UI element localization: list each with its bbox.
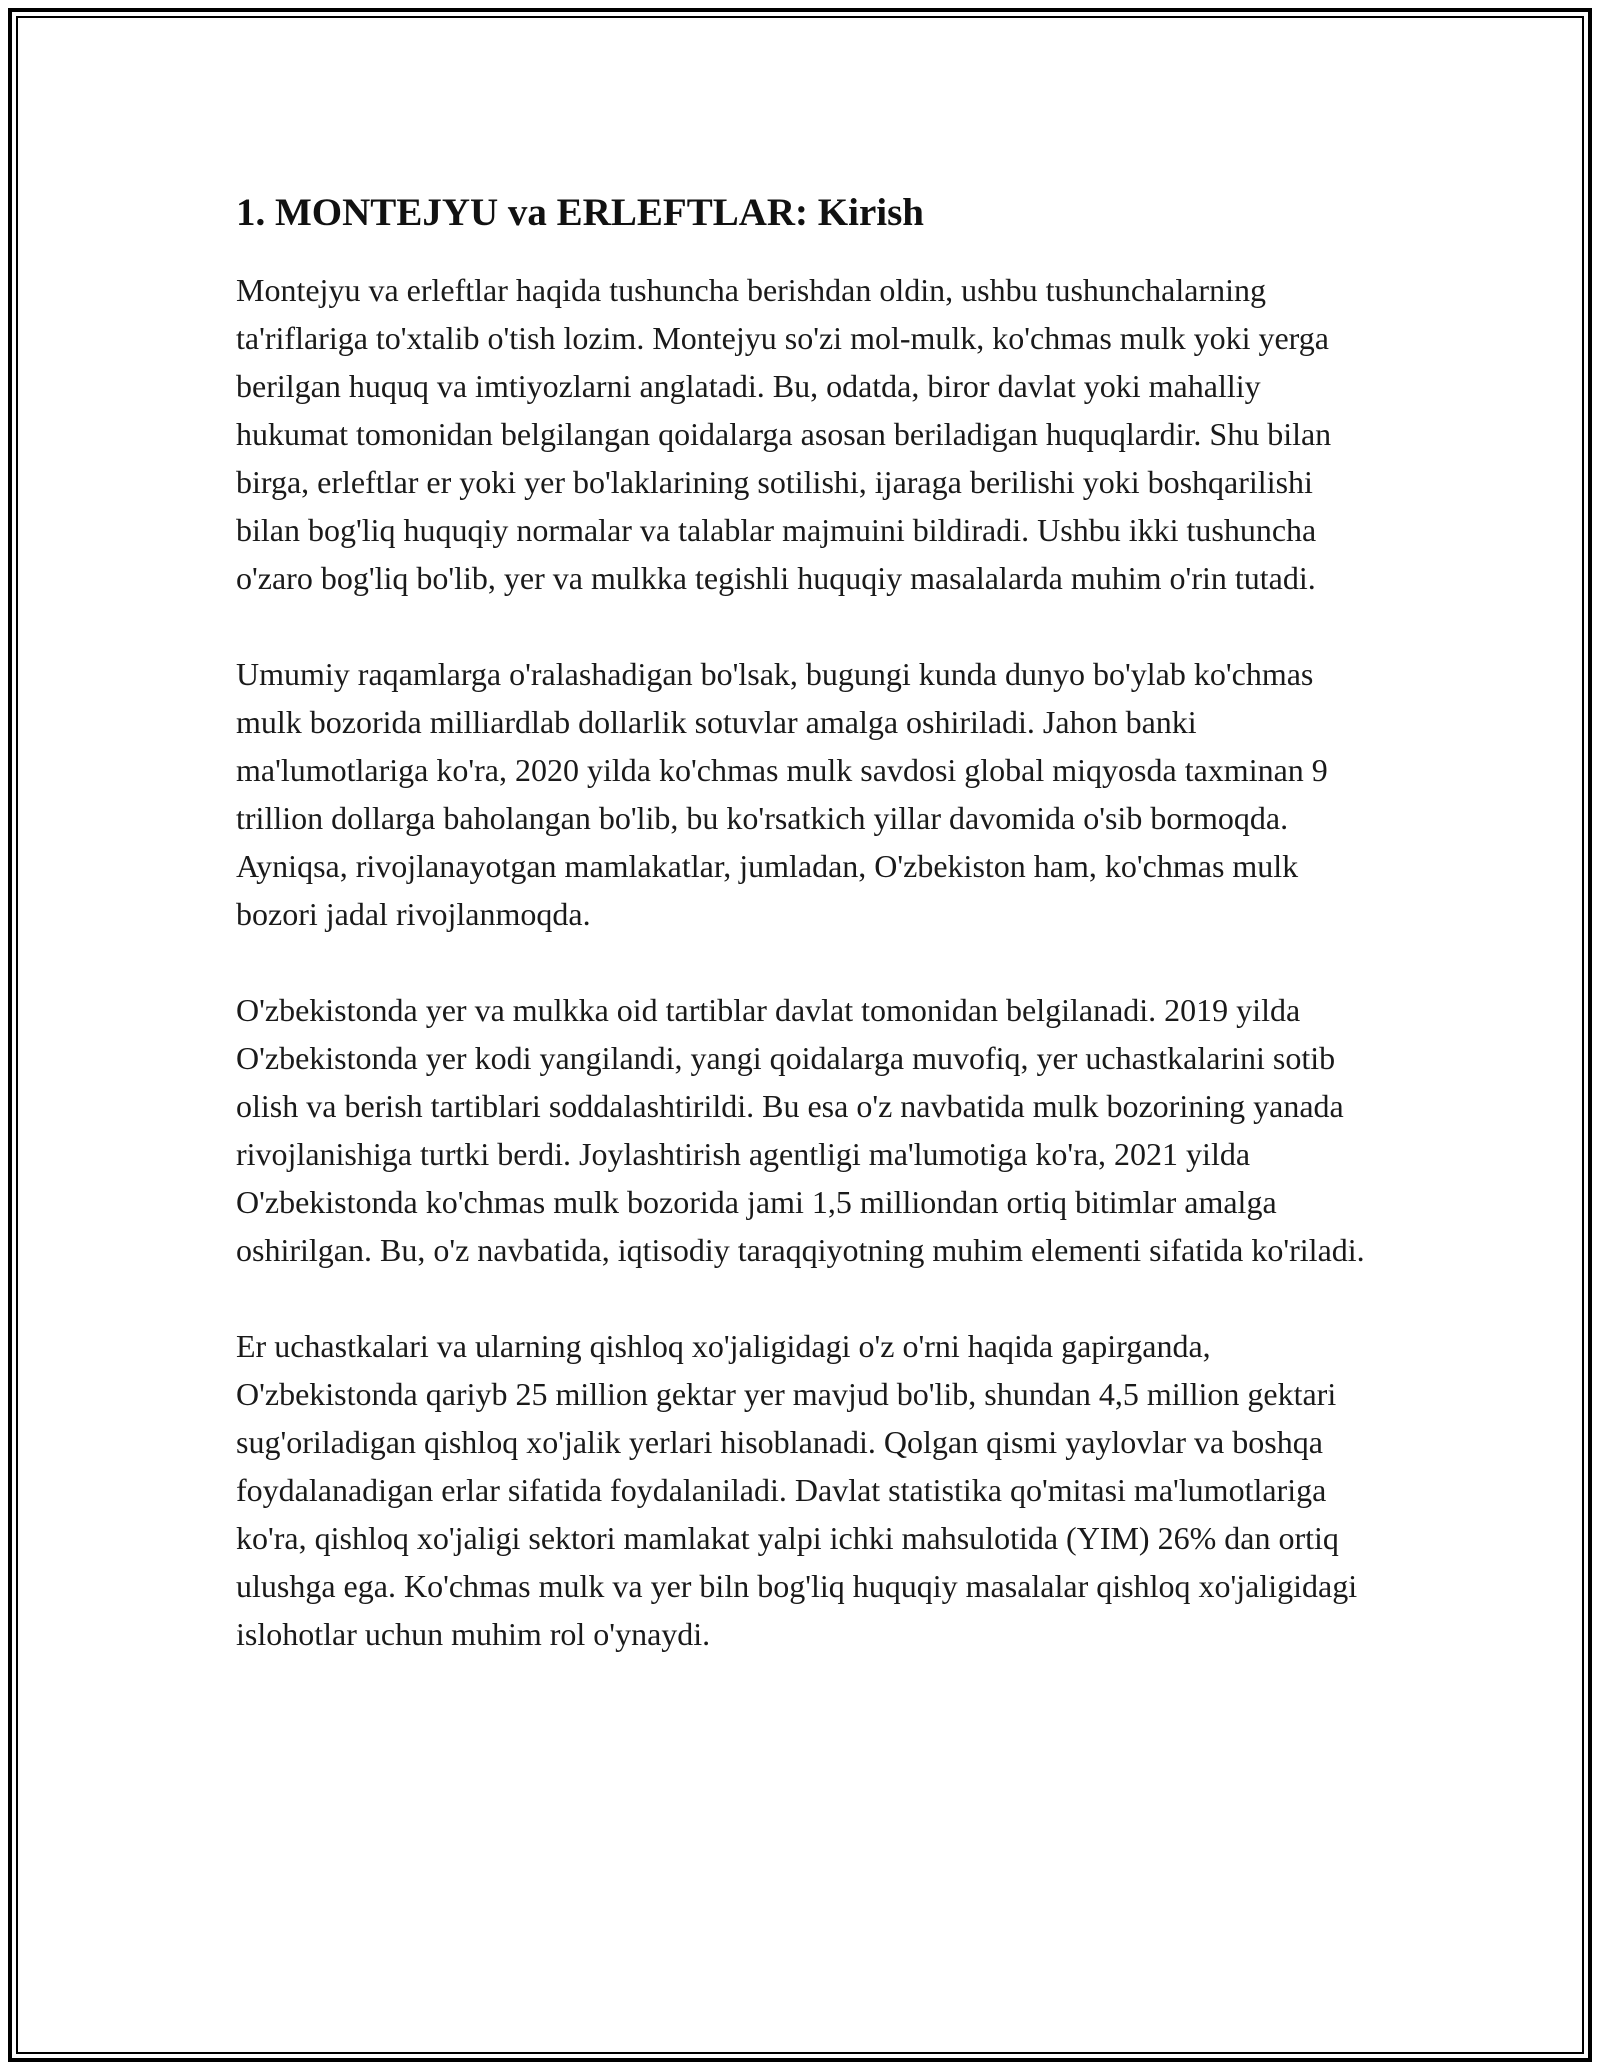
paragraph-uzbekistan-land-code: O'zbekistonda yer va mulkka oid tartiblar davlat tomonidan belgilanadi. 2019 yilda O'zbekistonda yer kodi yangilandi, yangi qoidalarga muvofiq, yer uchastkalarini sotib olish va berish tartiblari soddalashtirildi. Bu esa o'z navbatida mulk bozorining yanada rivojlanishiga turtki berdi. Joylashtirish agentligi ma'lumotiga ko'ra, 2021 yilda O'zbekistonda ko'chmas mulk bozorida jami 1,5 milliondan ortiq bitimlar amalga oshirilgan. Bu, o'z navbatida, iqtisodiy taraqqiyotning muhim elementi sifatida ko'riladi. (236, 992, 1365, 1268)
section-heading: 1. MONTEJYU va ERLEFTLAR: Kirish (236, 191, 924, 234)
document-body (236, 186, 1376, 1706)
paragraph-global-market: Umumiy raqamlarga o'ralashadigan bo'lsak, bugungi kunda dunyo bo'ylab ko'chmas mulk bozorida milliardlab dollarlik sotuvlar amalga oshiriladi. Jahon banki ma'lumotlariga ko'ra, 2020 yilda ko'chmas mulk savdosi global miqyosda taxminan 9 trillion dollarga baholangan bo'lib, bu ko'rsatkich yillar davomida o'sib bormoqda. Ayniqsa, rivojlanayotgan mamlakatlar, jumladan, O'zbekiston ham, ko'chmas mulk bozori jadal rivojlanmoqda. (236, 656, 1328, 932)
paragraph-definitions: Montejyu va erleftlar haqida tushuncha berishdan oldin, ushbu tushunchalarning ta'riflariga to'xtalib o'tish lozim. Montejyu so'zi mol-mulk, ko'chmas mulk yoki yerga berilgan huquq va imtiyozlarni anglatadi. Bu, odatda, biror davlat yoki mahalliy hukumat tomonidan belgilangan qoidalarga asosan beriladigan huquqlardir. Shu bilan birga, erleftlar er yoki yer bo'laklarining sotilishi, ijaraga berilishi yoki boshqarilishi bilan bog'liq huquqiy normalar va talablar majmuini bildiradi. Ushbu ikki tushuncha o'zaro bog'liq bo'lib, yer va mulkka tegishli huquqiy masalalarda muhim o'rin tutadi. (236, 272, 1332, 596)
paragraph-agriculture-land: Er uchastkalari va ularning qishloq xo'jaligidagi o'z o'rni haqida gapirganda, O'zbekistonda qariyb 25 million gektar yer mavjud bo'lib, shundan 4,5 million gektari sug'oriladigan qishloq xo'jalik yerlari hisoblanadi. Qolgan qismi yaylovlar va boshqa foydalanadigan erlar sifatida foydalaniladi. Davlat statistika qo'mitasi ma'lumotlariga ko'ra, qishloq xo'jaligi sektori mamlakat yalpi ichki mahsulotida (YIM) 26% dan ortiq ulushga ega. Ko'chmas mulk va yer biln bog'liq huquqiy masalalar qishloq xo'jaligidagi islohotlar uchun muhim rol o'ynaydi. (236, 1328, 1358, 1652)
